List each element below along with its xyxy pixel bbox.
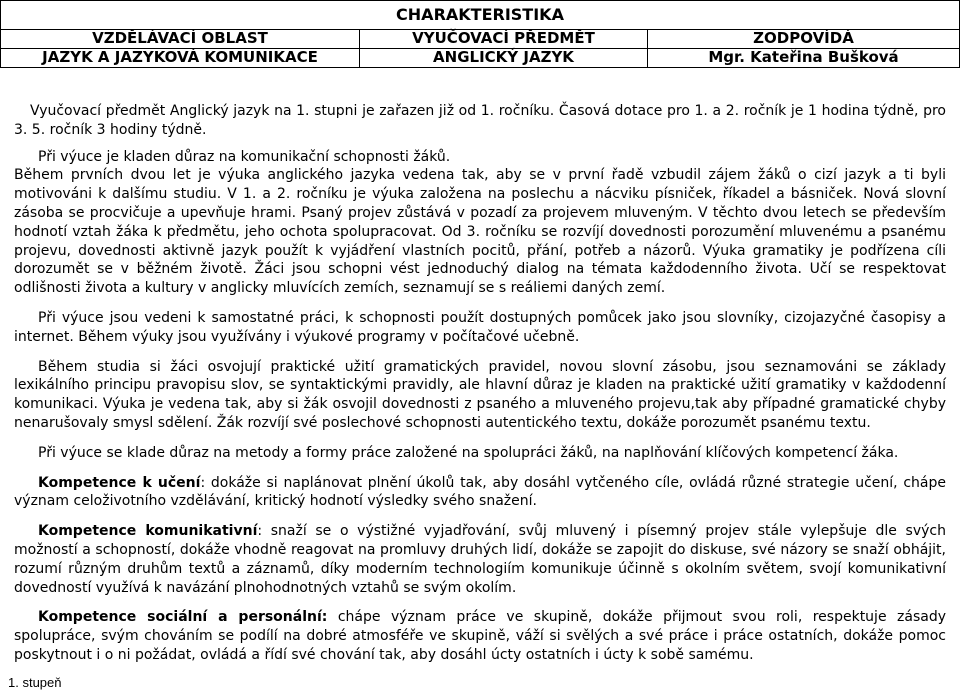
learning-competence-label: Kompetence k učení xyxy=(38,474,201,491)
characteristics-text xyxy=(14,102,946,676)
paragraph-social-competence xyxy=(14,608,946,664)
footer-stage-label: 1. stupeň xyxy=(8,675,62,690)
learning-competence-text: : dokáže si naplánovat plnění úkolů tak, aby dosáhl vytčeného cíle, ovládá různé strategie učení, chápe význam celoživotního vzdělávání, kritický hodnotí výsledky svého snažení. xyxy=(14,474,946,510)
paragraph-emphasis: Při výuce je kladen důraz na komunikační schopnosti žáků. xyxy=(38,148,451,165)
header-responsible-value: Mgr. Kateřina Bušková xyxy=(648,49,960,68)
paragraph-learning-competence xyxy=(14,474,946,512)
header-responsible-label: ZODPOVÍDÁ xyxy=(648,30,960,49)
paragraph-independent-work: Při výuce jsou vedeni k samostatné práci, k schopnosti použít dostupných pomůcek jako jsou slovníky, cizojazyčné časopisy a internet. Během výuky jsou využívány i výukové programy v počítačové učebně. xyxy=(14,309,946,345)
header-table xyxy=(0,0,960,68)
paragraph-communicative-competence xyxy=(14,522,946,597)
social-competence-label: Kompetence sociální a personální: xyxy=(38,609,328,626)
communicative-competence-text: : snaží se o výstižné vyjadřování, svůj mluvený i písemný projev stále vylepšuje dle svých možností a schopností, dokáže vhodně reagovat na promluvy druhých lidí, dokáže se zapojit do diskuse, své názory se snaží obhájit, rozumí různým druhům textů a záznamů, díky moderním technologiím komunikuje účinně s okolním světem, svojí komunikativní dovedností využívá k navázání plnohodnotných vztahů se svým okolím. xyxy=(14,523,946,596)
header-title: CHARAKTERISTIKA xyxy=(0,0,960,30)
communicative-competence-label: Kompetence komunikativní xyxy=(38,523,258,540)
header-subject-label: VYUČOVACÍ PŘEDMĚT xyxy=(360,30,648,49)
header-area-value: JAZYK A JAZYKOVÁ KOMUNIKACE xyxy=(0,49,360,68)
paragraph-first-years: Během prvních dvou let je výuka anglického jazyka vedena tak, aby se v první řadě vzbudil zájem žáků o cizí jazyk a ti byli motivováni k dalšímu studiu. V 1. a 2. ročníku je výuka založena na poslechu a nácviku písniček, říkadel a básniček. Nová slovní zásoba se procvičuje a upevňuje hrami. Psaný projev zůstává v pozadí za projevem mluveným. V těchto dvou letech se především hodnotí vztah žáka k předmětu, jeho ochota spolupracovat. Od 3. ročníku se rozvíjí dovednosti porozumění mluvenému a psanému projevu, dovednosti aktivně jazyk použít k vyjádření vlastních pocitů, přání, potřeb a názorů. Výuka gramatiky je podřízena cíli dorozumět se v běžném životě. Žáci jsou schopni vést jednoduchý dialog na témata každodenního života. Učí se respektovat odlišnosti života a kultury v anglicky mluvících zemích, seznamují se s reáliemi daných zemí. xyxy=(14,167,946,297)
social-competence-text: chápe význam práce ve skupině, dokáže přijmout svou roli, respektuje zásady spolupráce, svým chováním se podílí na dobré atmosféře ve skupině, váží si svělých a své práce i práce ostatních, dokáže pomoc poskytnout i o ni požádat, ovládá a řídí své chování tak, aby dosáhl úcty ostatních i úcty k sobě samému. xyxy=(14,609,946,663)
paragraph-grammar: Během studia si žáci osvojují praktické užití gramatických pravidel, novou slovní zásobu, jsou seznamováni se základy lexikálního principu pravopisu slov, se syntaktickými pravidly, ale hlavní důraz je kladen na praktické užití gramatiky v každodenní komunikaci. Výuka je vedena tak, aby si žák osvojil dovednosti z psaného a mluveného projevu,tak aby případné gramatické chyby nenarušovaly smysl sdělení. Žák rozvíjí své poslechové schopnosti autentického textu, dokáže porozumět psanému textu. xyxy=(14,358,946,431)
paragraph-time-allocation: Vyučovací předmět Anglický jazyk na 1. stupni je zařazen již od 1. ročníku. Časová dotace pro 1. a 2. ročník je 1 hodina týdně, pro 3. 5. ročník 3 hodiny týdně. xyxy=(14,103,946,138)
header-area-label: VZDĚLÁVACÍ OBLAST xyxy=(0,30,360,49)
paragraph-methods: Při výuce se klade důraz na metody a formy práce založené na spolupráci žáků, na naplňování klíčových kompetencí žáka. xyxy=(38,444,899,461)
header-subject-value: ANGLICKÝ JAZYK xyxy=(360,49,648,68)
